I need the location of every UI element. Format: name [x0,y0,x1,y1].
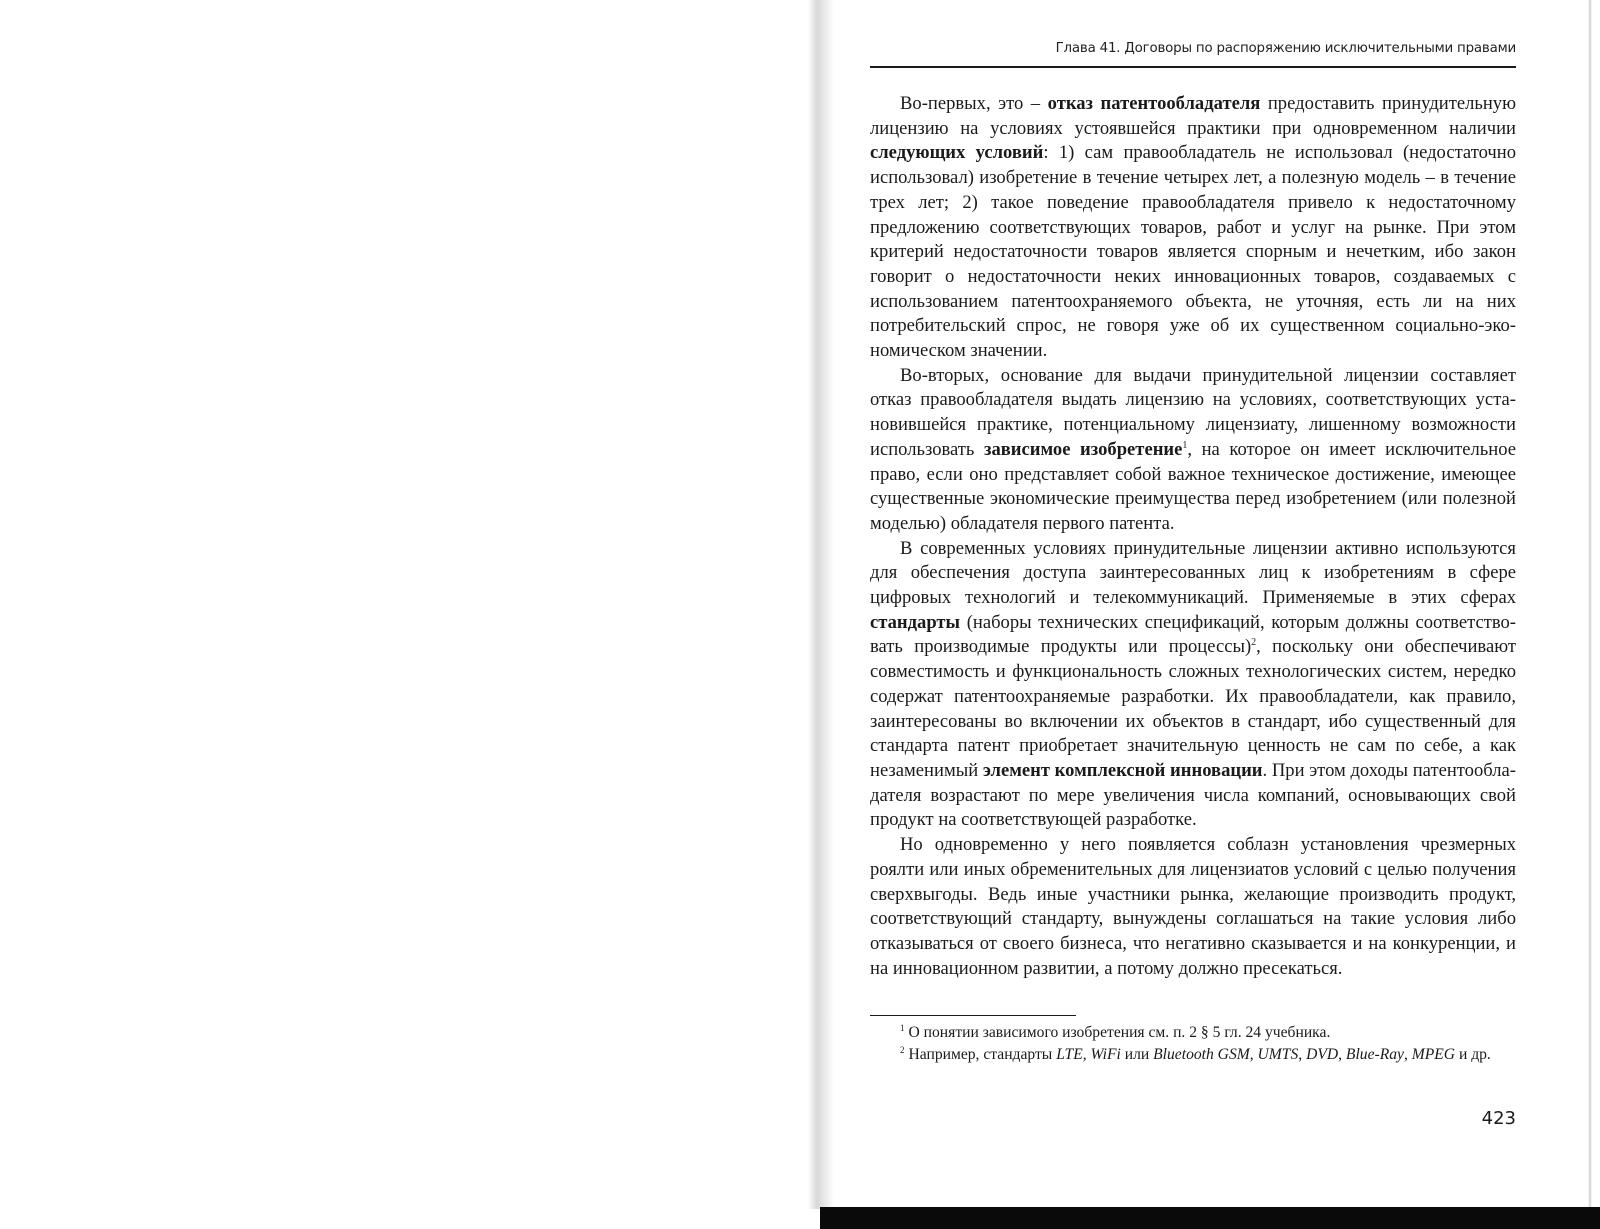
italic-term: DVD [1306,1045,1339,1063]
book-gutter-shadow [808,0,834,1209]
footnote-text: , [1298,1045,1307,1063]
header-rule [870,66,1516,68]
text-run: Но одновременно у него появляется соблазн установления чрезмерных роялти или иных обременительных для лицензиатов условий с целью получения сверхвыгоды. Ведь иные участники рынка, желающие производить продукт, соответствующий стандарту, вынуждены соглашаться на такие условия либо отказываться от своего бизнеса, что негативно сказывается и на конкуренции, и на инновационном развитии, а потому должно пресекаться. [870,834,1516,979]
running-head: Глава 41. Договоры по распоряжению исключительными правами [1055,41,1516,56]
text-run: В современных условиях принудительные лицензии активно используются для обеспечения доступа заинтересованных лиц к изобретениям в сфере цифровых технологий и телекоммуникаций. Применяемые в этих сферах [870,537,1516,609]
footnote-ref-1[interactable]: 1 [1182,439,1188,451]
bold-term: следующих условий [870,142,1044,164]
footnote-2 [870,1044,1516,1066]
text-run: Во-вторых, основание для выдачи принудительной лицензии составляет отказ правообладателя выдать лицензию на условиях, соответствующих установившейся практике, потенциальному лицензиату, лишенному возможности использовать [870,364,1516,460]
text-run: (наборы технических спецификаций, которым должны соответствовать производимые продукты или процессы) [870,611,1516,658]
footnotes [870,1022,1516,1065]
footnote-text: О понятии зависимого изобретения см. п. 2 § 5 гл. 24 учебника. [908,1024,1331,1042]
paragraph-3 [870,537,1516,833]
italic-term: Bluetooth GSM [1153,1045,1250,1063]
body-text [870,92,1516,981]
text-run: : 1) сам правообладатель не использовал (недостаточно использовал) изобретение в течение четырех лет, а полезную модель – в течение трех лет; 2) такое поведение правообладателя привело к недостаточному предложению соответствующих товаров, работ и услуг на рынке. При этом критерий недостаточности товаров является спорным и нечетким, ибо закон говорит о недостаточности неких инновационных товаров, создаваемых с использованием патентоохраняемого объекта, не уточняя, есть ли на них потребительский спрос, не говоря уже об их существенном социально-экономическом значении. [870,142,1516,362]
bold-term: отказ патентообладателя [1047,93,1261,114]
italic-term: Blue-Ray [1345,1045,1404,1063]
footnote-mark: 1 [900,1023,905,1034]
footnote-mark: 2 [900,1044,905,1055]
footnote-1 [870,1022,1516,1044]
text-run: предоставить принудительную лицензию на условиях устоявшейся практики при одновременном наличии [870,93,1516,139]
italic-term: MPEG [1411,1045,1456,1063]
bold-term: стандарты [870,611,961,633]
footnote-text: и др. [1455,1045,1491,1063]
page-edge-shadow [1588,0,1592,1209]
footnote-text: , [1338,1045,1346,1063]
footnote-text: или [1120,1045,1154,1063]
bold-term: зависимое изобретение [984,438,1183,460]
footnote-text: , [1249,1045,1258,1063]
book-page [870,38,1516,1065]
paragraph-2 [870,364,1516,537]
bold-term: элемент комплексной инновации [982,759,1263,781]
paragraph-1 [870,92,1516,364]
paragraph-4 [870,833,1516,981]
italic-term: WiFi [1090,1045,1121,1063]
footnote-text: Например, стандарты [908,1045,1057,1063]
text-run: , на которое он имеет исключительное право, если оно представляет собой важное техническое достижение, имеющее существенные экономические преимущества перед изобретением (или полезной моделью) обладателя первого патента. [870,438,1516,534]
text-run: , поскольку они обеспечивают совместимость и функциональность сложных технологических систем, нередко содержат патентоохраняемые разработки. Их правообладатели, как правило, заинтересованы во включении их объектов в стандарт, ибо существенный для стандарта патент приобретает значительную ценность не сам по себе, а как незаменимый [870,636,1516,781]
text-run: . При этом доходы патентообладателя возрастают по мере увеличения числа компаний, основывающих свой продукт на соответствующей разработке. [870,759,1516,831]
footnote-ref-2[interactable]: 2 [1251,637,1257,649]
scan-bottom-edge [820,1207,1600,1229]
italic-term: UMTS [1257,1045,1299,1063]
italic-term: LTE [1056,1045,1083,1063]
page-number: 423 [1481,1108,1516,1129]
text-run: Во-первых, это – [900,93,1048,114]
footnote-rule [870,1015,1076,1016]
footnote-text: , [1082,1045,1091,1063]
footnote-text: , [1403,1045,1412,1063]
